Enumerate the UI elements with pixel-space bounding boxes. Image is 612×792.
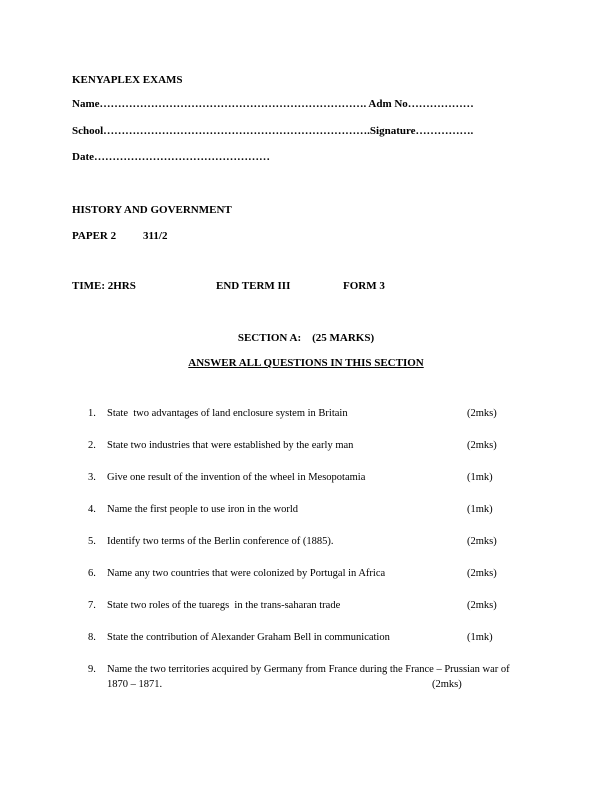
name-field: Name………………………………………………………………. Adm No……………… (72, 98, 474, 110)
question-text: Name the first people to use iron in the world (107, 504, 298, 515)
question-number: 7. (88, 600, 96, 611)
question-number: 9. (88, 664, 96, 675)
question-number: 5. (88, 536, 96, 547)
question-number: 6. (88, 568, 96, 579)
question-text-continued: 1870 – 1871. (107, 679, 163, 690)
exam-form: FORM 3 (343, 280, 385, 292)
question-text: Name the two territories acquired by Germany from France during the France – Prussian war of (107, 664, 510, 675)
question-marks: (2mks) (467, 536, 497, 547)
school-name: KENYAPLEX EXAMS (72, 74, 183, 86)
subject-title: HISTORY AND GOVERNMENT (72, 204, 232, 216)
question-text: State the contribution of Alexander Graham Bell in communication (107, 632, 390, 643)
question-text: State two advantages of land enclosure system in Britain (107, 408, 348, 419)
section-instruction: ANSWER ALL QUESTIONS IN THIS SECTION (188, 357, 424, 369)
section-title: SECTION A: (25 MARKS) (237, 332, 375, 344)
paper-code: 311/2 (143, 230, 168, 242)
question-number: 3. (88, 472, 96, 483)
paper-number: PAPER 2 (72, 230, 117, 242)
question-number: 8. (88, 632, 96, 643)
question-marks: (1mk) (467, 472, 493, 483)
question-number: 1. (88, 408, 96, 419)
question-text: State two industries that were established by the early man (107, 440, 354, 451)
question-text: Identify two terms of the Berlin conference of (1885). (107, 536, 334, 547)
question-marks: (2mks) (467, 568, 497, 579)
question-text: Give one result of the invention of the wheel in Mesopotamia (107, 472, 366, 483)
question-text: State two roles of the tuaregs in the trans-saharan trade (107, 600, 341, 611)
question-marks: (1mk) (467, 504, 493, 515)
school-field: School……………………………………………………………….Signature……………. (72, 125, 474, 137)
question-marks: (1mk) (467, 632, 493, 643)
question-marks: (2mks) (467, 600, 497, 611)
question-number: 2. (88, 440, 96, 451)
question-marks: (2mks) (467, 440, 497, 451)
question-number: 4. (88, 504, 96, 515)
question-marks: (2mks) (432, 679, 462, 690)
question-text: Name any two countries that were colonized by Portugal in Africa (107, 568, 386, 579)
exam-time: TIME: 2HRS (72, 280, 136, 292)
question-item (88, 663, 588, 695)
exam-term: END TERM III (216, 280, 291, 292)
question-marks: (2mks) (467, 408, 497, 419)
date-field: Date………………………………………… (72, 151, 270, 163)
